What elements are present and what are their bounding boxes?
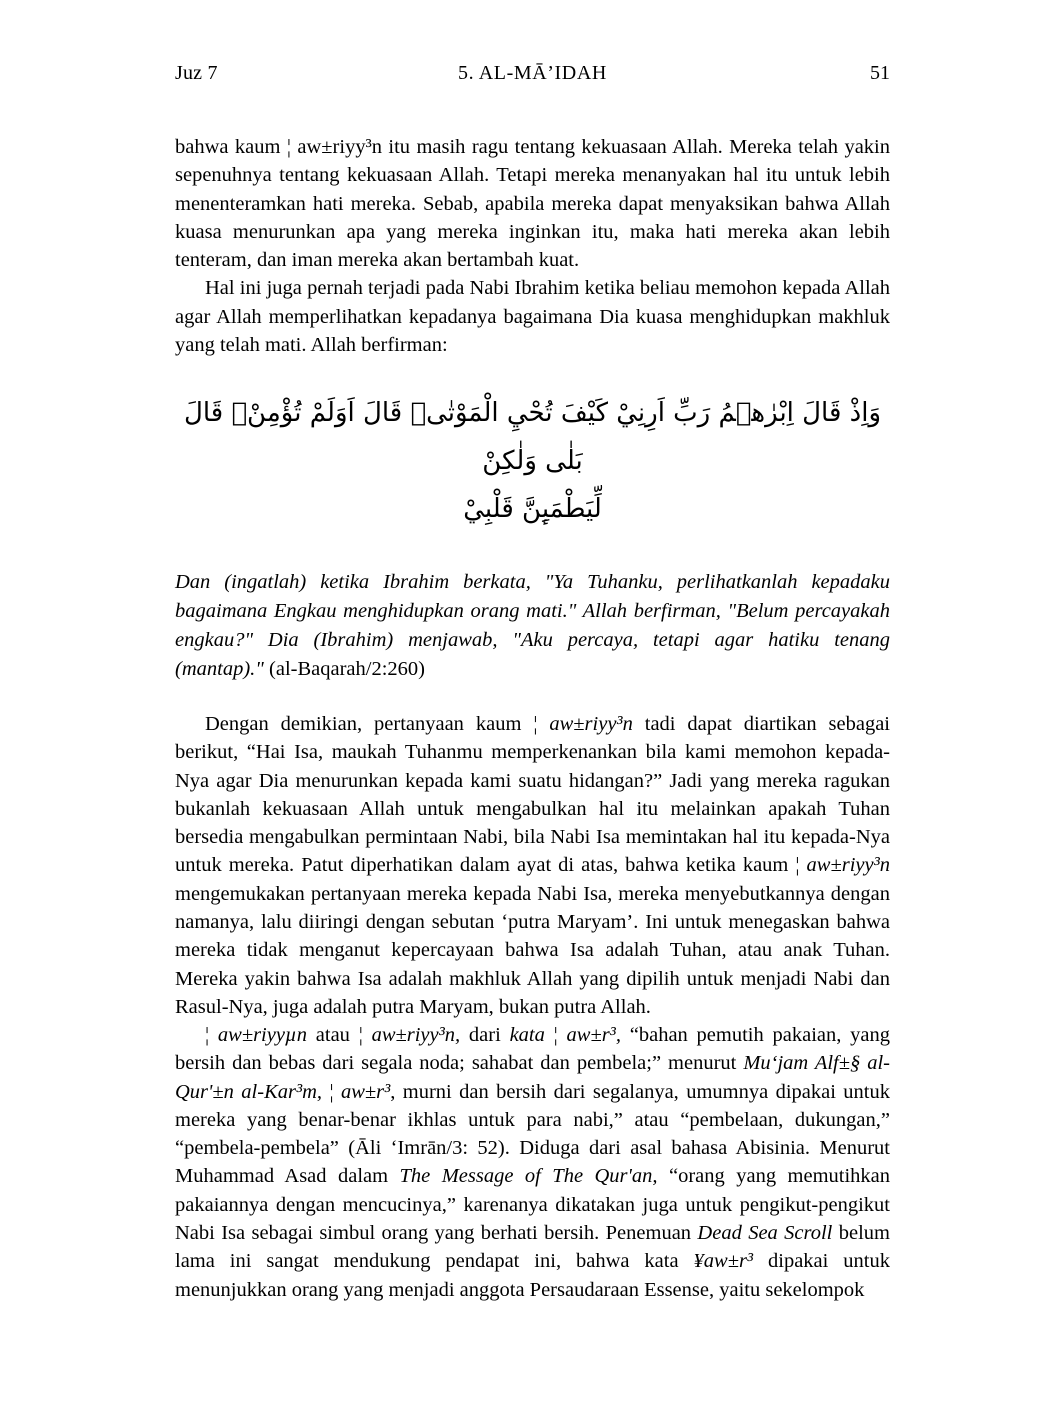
p4-term-1: aw±riyyµn bbox=[217, 1024, 307, 1047]
paragraph-4 bbox=[175, 1021, 890, 1304]
p3-seg-c: mengemukakan pertanyaan mereka kepada Nabi Isa, mereka menyebutkannya dengan namanya, lalu diiringi dengan sebutan ‘putra Maryam’. Ini untuk menegaskan bahwa mereka tidak menganut kepercayaan bahwa Isa adalah Tuhan, atau anak Tuhan. Mereka yakin bahwa Isa adalah makhluk Allah yang dipilih untuk menjadi Nabi dan Rasul-Nya, juga adalah putra Maryam, bukan putra Allah. bbox=[175, 882, 890, 1018]
paragraph-3 bbox=[175, 710, 890, 1021]
p4-seg-e: “bahan pemutih pakaian, yang bersih dan bebas dari segala noda; sahabat dan pembela;” menurut bbox=[175, 1024, 891, 1075]
verse-translation-text: Dan (ingatlah) ketika Ibrahim berkata, "Ya Tuhanku, perlihatkanlah kepadaku bagaimana Engkau menghidupkan orang mati." Allah berfirman, "Belum percayakah engkau?" Dia (Ibrahim) menjawab, "Aku percaya, tetapi agar hatiku tenang (mantap)." bbox=[175, 570, 890, 680]
p4-term-2: aw±riyy³n, bbox=[371, 1024, 461, 1047]
p4-term-7: The Message of The Qur'an, bbox=[399, 1165, 658, 1188]
p4-term-3: kata bbox=[509, 1024, 545, 1047]
verse-reference: (al-Baqarah/2:260) bbox=[263, 657, 425, 680]
verse-translation bbox=[175, 568, 890, 684]
p4-seg-g: , murni dan bersih dari segalanya, umumnya dipakai untuk mereka yang benar-benar ikhlas untuk para nabi,” atau “pembelaan, dukungan,” “pembela-pembela” (Āli ‘Imrān/3: 52). Diduga dari asal bahasa Abisinia. Menurut Muhammad Asad dalam bbox=[175, 1080, 890, 1188]
p4-seg-h: “orang yang memutihkan pakaiannya dengan mencucinya,” karenanya dikatakan juga untuk pengikut-pengikut Nabi Isa sebagai simbul orang yang berhati bersih. Penemuan bbox=[175, 1165, 891, 1245]
p4-seg-i: belum lama ini sangat mendukung pendapat ini, bahwa kata bbox=[175, 1222, 890, 1273]
p4-seg-c: dari bbox=[460, 1024, 510, 1047]
p4-seg-f: ¦ bbox=[322, 1080, 341, 1103]
p4-term-8: Dead Sea Scroll bbox=[697, 1222, 833, 1245]
paragraph-2: Hal ini juga pernah terjadi pada Nabi Ibrahim ketika beliau memohon kepada Allah agar Allah memperlihatkan kepadanya bagaimana Dia kuasa menghidupkan makhluk yang telah mati. Allah berfirman: bbox=[175, 277, 890, 356]
p3-seg-b: tadi dapat diartikan sebagai berikut, “Hai Isa, maukah Tuhanmu memperkenankan bila kami memohon kepada-Nya agar Dia menurunkan kepada kami suatu hidangan?” Jadi yang mereka ragukan bukanlah kekuasaan Allah untuk mengabulkan hal itu melainkan apakah Tuhan bersedia mengabulkan permintaan Nabi, bila Nabi Isa memintakan hal itu kepada-Nya untuk mereka. Patut diperhatikan dalam ayat di atas, bahwa ketika kaum ¦ bbox=[175, 712, 891, 877]
p4-seg-a: ¦ bbox=[205, 1024, 218, 1047]
header-surah-title: 5. AL-MĀ’IDAH bbox=[458, 62, 607, 84]
p4-term-9: ¥aw±r³ bbox=[693, 1250, 754, 1273]
paragraph-1: bahwa kaum ¦ aw±riyy³n itu masih ragu tentang kekuasaan Allah. Mereka telah yakin sepenuhnya tentang kekuasaan Allah. Tetapi mereka menanyakan hal itu untuk lebih menenteramkan hati mereka. Sebab, apabila mereka dapat menyaksikan bahwa Allah kuasa menurunkan apa yang mereka inginkan itu, maka hati mereka akan lebih tenteram, dan iman mereka akan bertambah kuat. bbox=[175, 136, 890, 272]
p4-term-6: aw±r³ bbox=[340, 1080, 391, 1103]
p3-seg-a: Dengan demikian, pertanyaan kaum ¦ bbox=[205, 712, 550, 735]
quran-verse-arabic bbox=[175, 389, 890, 533]
arabic-line-1: وَاِذْ قَالَ اِبْرٰهٖمُ رَبِّ اَرِنِيْ كَيْفَ تُحْيِ الْمَوْتٰىۗ قَالَ اَوَلَمْ تُؤْمِنْۗ قَالَ بَلٰى وَلٰكِنْ bbox=[183, 398, 882, 477]
p3-term-1: aw±riyy³n bbox=[549, 712, 633, 735]
arabic-line-2: لِّيَطْمَىِٕنَّ قَلْبِيْ bbox=[463, 494, 602, 525]
p4-seg-d: ¦ bbox=[544, 1024, 567, 1047]
p4-term-5: Mu‘jam Alf±§ al-Qur'±n al-Kar³m, bbox=[175, 1052, 890, 1103]
page-header bbox=[175, 62, 890, 85]
header-juz: Juz 7 bbox=[175, 62, 218, 84]
page-content bbox=[175, 62, 890, 1304]
p4-seg-b: atau ¦ bbox=[307, 1024, 372, 1047]
p4-term-4: aw±r³, bbox=[566, 1024, 621, 1047]
p4-seg-j: dipakai untuk menunjukkan orang yang menjadi anggota Persaudaraan Essense, yaitu sekelompok bbox=[175, 1250, 890, 1301]
p3-term-2: aw±riyy³n bbox=[806, 854, 890, 877]
page-number: 51 bbox=[870, 62, 890, 84]
